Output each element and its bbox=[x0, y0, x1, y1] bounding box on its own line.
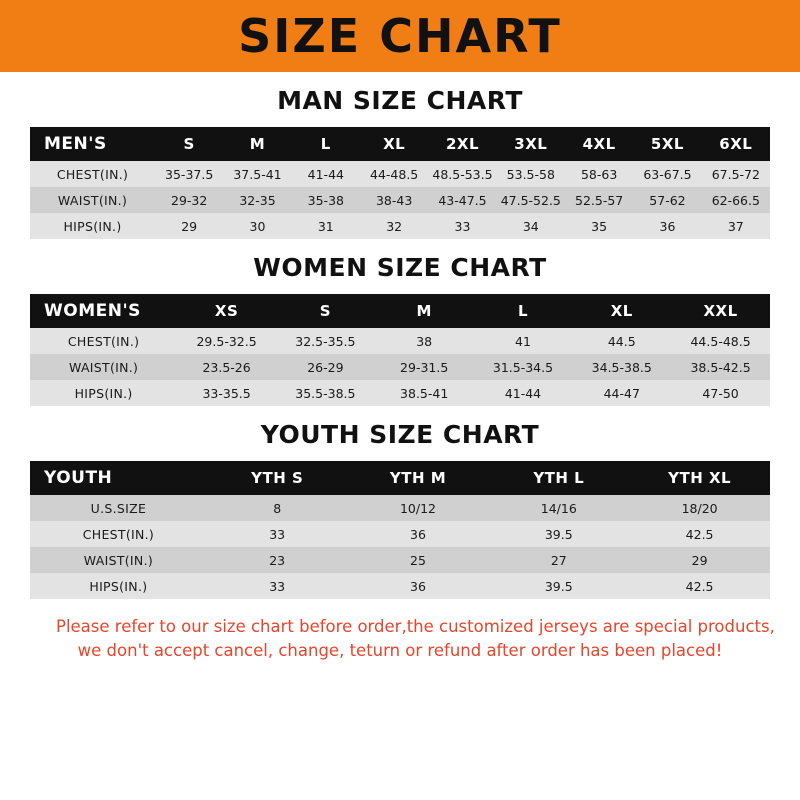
row-label: CHEST(IN.) bbox=[30, 328, 177, 354]
cell: 41-44 bbox=[474, 380, 573, 406]
youth-header-xl: YTH XL bbox=[629, 461, 770, 495]
youth-header-m: YTH M bbox=[348, 461, 489, 495]
men-header-3xl: 3XL bbox=[497, 127, 565, 161]
men-header-5xl: 5XL bbox=[633, 127, 701, 161]
cell: 31 bbox=[292, 213, 360, 239]
row-label: CHEST(IN.) bbox=[30, 161, 155, 187]
cell: 31.5-34.5 bbox=[474, 354, 573, 380]
table-row bbox=[30, 380, 770, 406]
cell: 38 bbox=[375, 328, 474, 354]
cell: 29.5-32.5 bbox=[177, 328, 276, 354]
men-size-table bbox=[30, 127, 770, 239]
cell: 38-43 bbox=[360, 187, 428, 213]
cell: 38.5-42.5 bbox=[671, 354, 770, 380]
cell: 42.5 bbox=[629, 521, 770, 547]
table-header-row bbox=[30, 461, 770, 495]
cell: 25 bbox=[348, 547, 489, 573]
youth-table-body bbox=[30, 495, 770, 599]
men-table-body bbox=[30, 161, 770, 239]
table-row bbox=[30, 187, 770, 213]
cell: 67.5-72 bbox=[702, 161, 770, 187]
cell: 33 bbox=[207, 521, 348, 547]
row-label: WAIST(IN.) bbox=[30, 354, 177, 380]
cell: 43-47.5 bbox=[428, 187, 496, 213]
cell: 58-63 bbox=[565, 161, 633, 187]
women-size-table bbox=[30, 294, 770, 406]
table-header-row bbox=[30, 294, 770, 328]
men-header-6xl: 6XL bbox=[702, 127, 770, 161]
cell: 34 bbox=[497, 213, 565, 239]
cell: 53.5-58 bbox=[497, 161, 565, 187]
row-label: HIPS(IN.) bbox=[30, 380, 177, 406]
cell: 23 bbox=[207, 547, 348, 573]
cell: 29 bbox=[155, 213, 223, 239]
order-notice bbox=[30, 615, 775, 663]
men-header-xl: XL bbox=[360, 127, 428, 161]
cell: 33 bbox=[207, 573, 348, 599]
table-row bbox=[30, 495, 770, 521]
cell: 41 bbox=[474, 328, 573, 354]
cell: 48.5-53.5 bbox=[428, 161, 496, 187]
youth-table-header bbox=[30, 461, 770, 495]
youth-header-label: YOUTH bbox=[30, 461, 207, 495]
women-header-xl: XL bbox=[572, 294, 671, 328]
cell: 39.5 bbox=[488, 521, 629, 547]
women-table-header bbox=[30, 294, 770, 328]
section-title-youth: YOUTH SIZE CHART bbox=[260, 420, 540, 449]
cell: 33-35.5 bbox=[177, 380, 276, 406]
cell: 39.5 bbox=[488, 573, 629, 599]
cell: 41-44 bbox=[292, 161, 360, 187]
table-row bbox=[30, 213, 770, 239]
row-label: CHEST(IN.) bbox=[30, 521, 207, 547]
cell: 29-31.5 bbox=[375, 354, 474, 380]
notice-line-2: we don't accept cancel, change, teturn or refund after order has been placed! bbox=[77, 640, 723, 660]
row-label: U.S.SIZE bbox=[30, 495, 207, 521]
men-header-4xl: 4XL bbox=[565, 127, 633, 161]
youth-header-l: YTH L bbox=[488, 461, 629, 495]
cell: 37.5-41 bbox=[223, 161, 291, 187]
cell: 23.5-26 bbox=[177, 354, 276, 380]
cell: 42.5 bbox=[629, 573, 770, 599]
cell: 57-62 bbox=[633, 187, 701, 213]
cell: 30 bbox=[223, 213, 291, 239]
cell: 8 bbox=[207, 495, 348, 521]
cell: 63-67.5 bbox=[633, 161, 701, 187]
row-label: WAIST(IN.) bbox=[30, 187, 155, 213]
cell: 52.5-57 bbox=[565, 187, 633, 213]
table-header-row bbox=[30, 127, 770, 161]
cell: 29-32 bbox=[155, 187, 223, 213]
cell: 32-35 bbox=[223, 187, 291, 213]
men-header-l: L bbox=[292, 127, 360, 161]
men-header-2xl: 2XL bbox=[428, 127, 496, 161]
cell: 18/20 bbox=[629, 495, 770, 521]
page-title: SIZE CHART bbox=[238, 9, 562, 63]
cell: 38.5-41 bbox=[375, 380, 474, 406]
cell: 36 bbox=[633, 213, 701, 239]
cell: 47-50 bbox=[671, 380, 770, 406]
cell: 35.5-38.5 bbox=[276, 380, 375, 406]
cell: 36 bbox=[348, 521, 489, 547]
table-row bbox=[30, 547, 770, 573]
section-title-man: MAN SIZE CHART bbox=[277, 86, 523, 115]
row-label: HIPS(IN.) bbox=[30, 573, 207, 599]
cell: 26-29 bbox=[276, 354, 375, 380]
men-header-s: S bbox=[155, 127, 223, 161]
cell: 44.5-48.5 bbox=[671, 328, 770, 354]
women-header-s: S bbox=[276, 294, 375, 328]
youth-header-s: YTH S bbox=[207, 461, 348, 495]
women-header-xxl: XXL bbox=[671, 294, 770, 328]
cell: 32.5-35.5 bbox=[276, 328, 375, 354]
cell: 33 bbox=[428, 213, 496, 239]
content-area bbox=[0, 86, 800, 663]
cell: 47.5-52.5 bbox=[497, 187, 565, 213]
women-header-xs: XS bbox=[177, 294, 276, 328]
cell: 27 bbox=[488, 547, 629, 573]
women-header-label: WOMEN'S bbox=[30, 294, 177, 328]
women-header-m: M bbox=[375, 294, 474, 328]
row-label: HIPS(IN.) bbox=[30, 213, 155, 239]
women-table-body bbox=[30, 328, 770, 406]
section-title-women: WOMEN SIZE CHART bbox=[253, 253, 547, 282]
men-header-m: M bbox=[223, 127, 291, 161]
cell: 36 bbox=[348, 573, 489, 599]
men-header-label: MEN'S bbox=[30, 127, 155, 161]
cell: 32 bbox=[360, 213, 428, 239]
table-row bbox=[30, 328, 770, 354]
cell: 14/16 bbox=[488, 495, 629, 521]
cell: 34.5-38.5 bbox=[572, 354, 671, 380]
cell: 10/12 bbox=[348, 495, 489, 521]
notice-line-1: Please refer to our size chart before order,the customized jerseys are special products, bbox=[56, 617, 775, 636]
cell: 35-38 bbox=[292, 187, 360, 213]
table-row bbox=[30, 521, 770, 547]
table-row bbox=[30, 161, 770, 187]
youth-size-table bbox=[30, 461, 770, 599]
men-table-header bbox=[30, 127, 770, 161]
cell: 44-48.5 bbox=[360, 161, 428, 187]
row-label: WAIST(IN.) bbox=[30, 547, 207, 573]
table-row bbox=[30, 354, 770, 380]
cell: 62-66.5 bbox=[702, 187, 770, 213]
women-header-l: L bbox=[474, 294, 573, 328]
cell: 35 bbox=[565, 213, 633, 239]
page-banner bbox=[0, 0, 800, 72]
table-row bbox=[30, 573, 770, 599]
cell: 44-47 bbox=[572, 380, 671, 406]
cell: 37 bbox=[702, 213, 770, 239]
cell: 44.5 bbox=[572, 328, 671, 354]
cell: 35-37.5 bbox=[155, 161, 223, 187]
cell: 29 bbox=[629, 547, 770, 573]
